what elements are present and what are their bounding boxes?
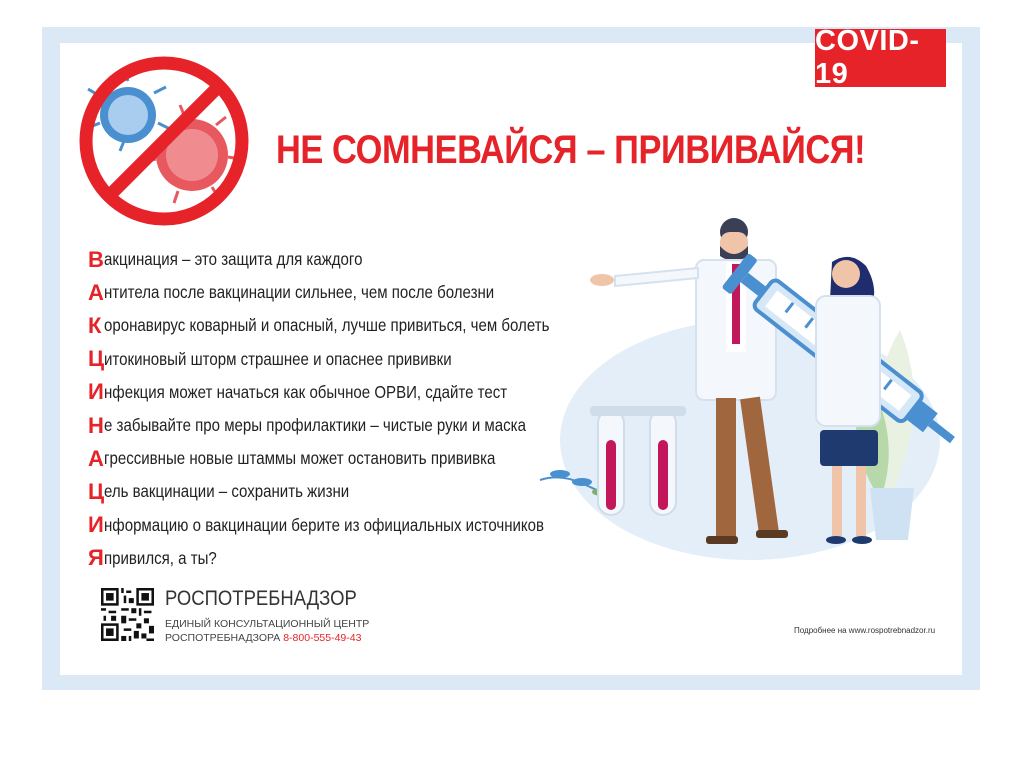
- consultation-line-2: РОСПОТРЕБНАДЗОРА: [165, 632, 281, 644]
- list-item-text: ель вакцинации – сохранить жизни: [104, 481, 350, 502]
- list-item-text: е забывайте про меры профилактики – чистые руки и маска: [104, 415, 526, 436]
- list-item-text: нтитела после вакцинации сильнее, чем после болезни: [104, 282, 495, 303]
- list-item-initial: Ц: [88, 478, 105, 504]
- organization-name: РОСПОТРЕБНАДЗОР: [165, 587, 357, 610]
- list-item-text: привился, а ты?: [104, 547, 217, 568]
- consultation-line-1: ЕДИНЫЙ КОНСУЛЬТАЦИОННЫЙ ЦЕНТР: [165, 618, 370, 630]
- list-item-initial: А: [88, 279, 104, 305]
- list-item-text: нформацию о вакцинации берите из официальных источников: [104, 514, 545, 535]
- list-item-text: нфекция может начаться как обычное ОРВИ, сдайте тест: [104, 381, 508, 402]
- list-item-initial: Ц: [88, 346, 105, 372]
- list-item-initial: К: [88, 312, 102, 338]
- qr-code-icon: [101, 588, 154, 641]
- list-item-initial: Н: [88, 412, 104, 438]
- no-virus-icon: [76, 53, 252, 229]
- list-item-initial: А: [88, 445, 104, 471]
- list-item-text: оронавирус коварный и опасный, лучше привиться, чем болеть: [104, 315, 550, 336]
- headline: НЕ СОМНЕВАЙСЯ – ПРИВИВАЙСЯ!: [276, 128, 866, 172]
- list-item-text: грессивные новые штаммы может остановить прививка: [104, 448, 496, 469]
- list-item-initial: И: [88, 379, 104, 405]
- phone-number: 8-800-555-49-43: [283, 632, 362, 644]
- doctors-illustration: [520, 210, 960, 560]
- list-item-initial: И: [88, 512, 104, 538]
- list-item-initial: Я: [88, 545, 104, 571]
- covid-badge: COVID-19: [815, 29, 946, 87]
- list-item-text: итокиновый шторм страшнее и опаснее прививки: [104, 348, 452, 369]
- list-item-initial: В: [88, 246, 104, 272]
- more-info-link[interactable]: Подробнее на www.rospotrebnadzor.ru: [794, 626, 936, 635]
- list-item-text: акцинация – это защита для каждого: [104, 249, 363, 270]
- consultation-center: [165, 617, 369, 645]
